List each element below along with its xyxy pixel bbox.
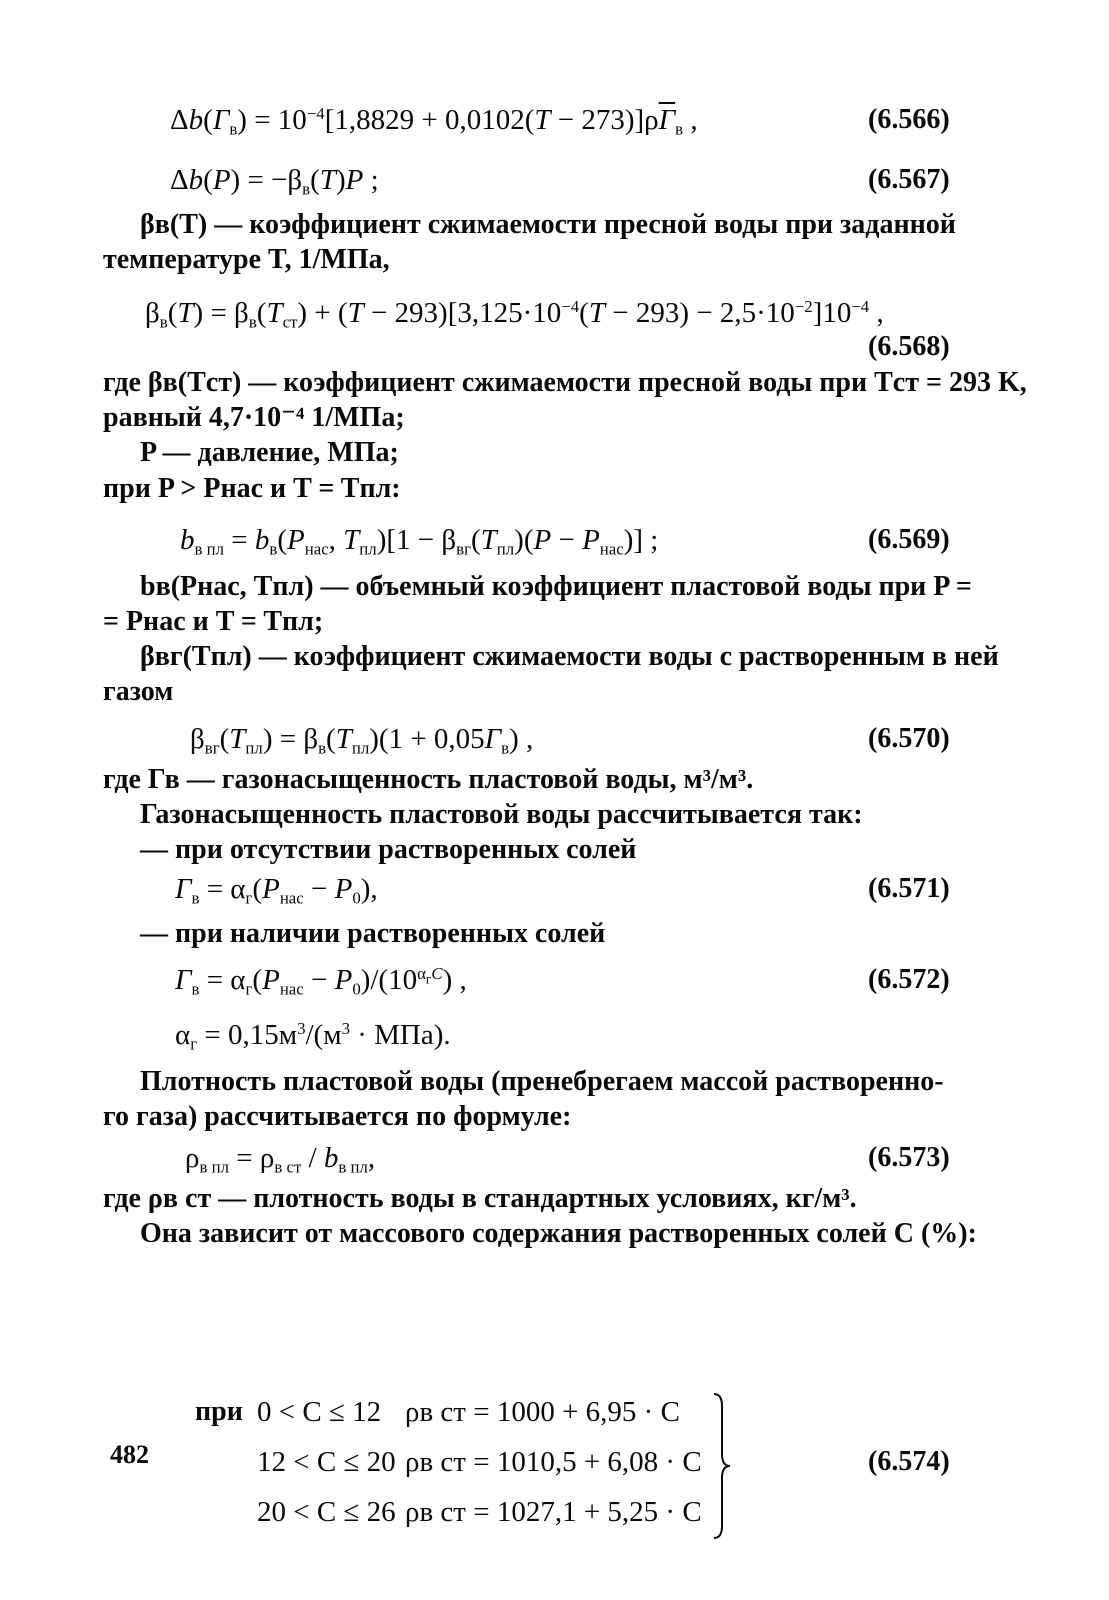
equation-number-6-569: (6.569) — [868, 524, 950, 555]
equation-number-6-567: (6.567) — [868, 164, 950, 195]
equation-number-6-573: (6.573) — [868, 1142, 950, 1173]
beta-vg-definition-line-2: газом — [103, 676, 174, 707]
where-beta-line-1: где βв(Tст) — коэффициент сжимаемости пресной воды при Tст = 293 K, — [103, 367, 1027, 398]
equation-6-570: $\beta_{вг}(T_{пл}) = \beta_в(T_{пл})(1 + 0,05Г_в)$ , — [190, 723, 534, 758]
equation-6-572: $Г_в = \alpha_г(P_{нас} - P_0)/(10^{\alpha_гC})$ , — [175, 963, 467, 999]
density-line-1: Плотность пластовой воды (пренебрегаем массой растворенно- — [140, 1066, 944, 1097]
equation-6-566: $\Delta b(Г_в) = 10^{-4}[1,8829 + 0,0102(T - 273)]\rho Г_в$ , — [170, 103, 698, 139]
beta-vg-definition-line-1: βвг(Tпл) — коэффициент сжимаемости воды с растворенным в ней — [140, 641, 999, 672]
gas-saturation-intro: Газонасыщенность пластовой воды рассчитывается так: — [140, 799, 863, 830]
cases-lead: при — [195, 1396, 243, 1427]
case-with-salts: — при наличии растворенных солей — [140, 918, 606, 949]
case-formula-1: ρв ст = 1000 + 6,95 · C — [405, 1396, 680, 1428]
depends-on-salts: Она зависит от массового содержания растворенных солей C (%): — [140, 1218, 977, 1249]
equation-number-6-568: (6.568) — [868, 331, 950, 362]
equation-number-6-570: (6.570) — [868, 723, 950, 754]
bv-definition-line-2: = Pнас и T = Tпл; — [103, 606, 324, 637]
equation-number-6-566: (6.566) — [868, 104, 950, 135]
density-line-2: го газа) рассчитывается по формуле: — [103, 1101, 572, 1132]
case-formula-2: ρв ст = 1010,5 + 6,08 · C — [405, 1446, 702, 1478]
equation-number-6-571: (6.571) — [868, 873, 950, 904]
equation-6-571: $Г_в = \alpha_г(P_{нас} - P_0)$, — [175, 873, 378, 908]
case-range-2: 12 < C ≤ 20 — [257, 1446, 396, 1478]
case-no-salts: — при отсутствии растворенных солей — [140, 834, 637, 865]
beta-definition-line-2: температуре T, 1/МПа, — [103, 244, 390, 275]
equation-alpha: $\alpha_г = 0,15м^3/(м^3 \cdot МПа)$. — [175, 1018, 451, 1054]
beta-definition-line-1: βв(T) — коэффициент сжимаемости пресной воды при заданной — [140, 209, 956, 240]
where-rho: где ρв ст — плотность воды в стандартных условиях, кг/м³. — [103, 1183, 857, 1214]
where-beta-line-2: равный 4,7·10⁻⁴ 1/МПа; — [103, 402, 405, 433]
right-brace — [712, 1392, 732, 1540]
equation-6-573: $\rho_{в пл} = \rho_{в ст} / b_{в пл}$, — [185, 1142, 376, 1177]
case-range-3: 20 < C ≤ 26 — [257, 1496, 396, 1528]
bv-definition-line-1: bв(Pнас, Tпл) — объемный коэффициент пластовой воды при P = — [140, 571, 972, 602]
equation-6-568: $\beta_в(T) = \beta_в(T_{ст}) + (T - 293)[3,125\cdot 10^{-4}(T - 293) - 2,5\cdot 10^{-2}]10^{-4}$ , — [145, 296, 884, 332]
case-formula-3: ρв ст = 1027,1 + 5,25 · C — [405, 1496, 702, 1528]
page-number: 482 — [110, 1440, 149, 1469]
equation-number-6-574: (6.574) — [868, 1446, 950, 1477]
pressure-definition: P — давление, МПа; — [140, 437, 399, 468]
where-gas-saturation: где Гв — газонасыщенность пластовой воды, м³/м³. — [103, 764, 754, 795]
equation-6-569: $b_{в пл} = b_в(P_{нас}$, $T_{пл})[1 - \beta_{вг}(T_{пл})(P - P_{нас})]$ ; — [180, 524, 659, 559]
equation-6-567: $\Delta b(P) = -\beta_в(T)P$ ; — [170, 164, 379, 199]
case-range-1: 0 < C ≤ 12 — [257, 1396, 382, 1428]
condition-6-569: при P > Pнас и T = Tпл: — [103, 473, 401, 504]
equation-number-6-572: (6.572) — [868, 964, 950, 995]
